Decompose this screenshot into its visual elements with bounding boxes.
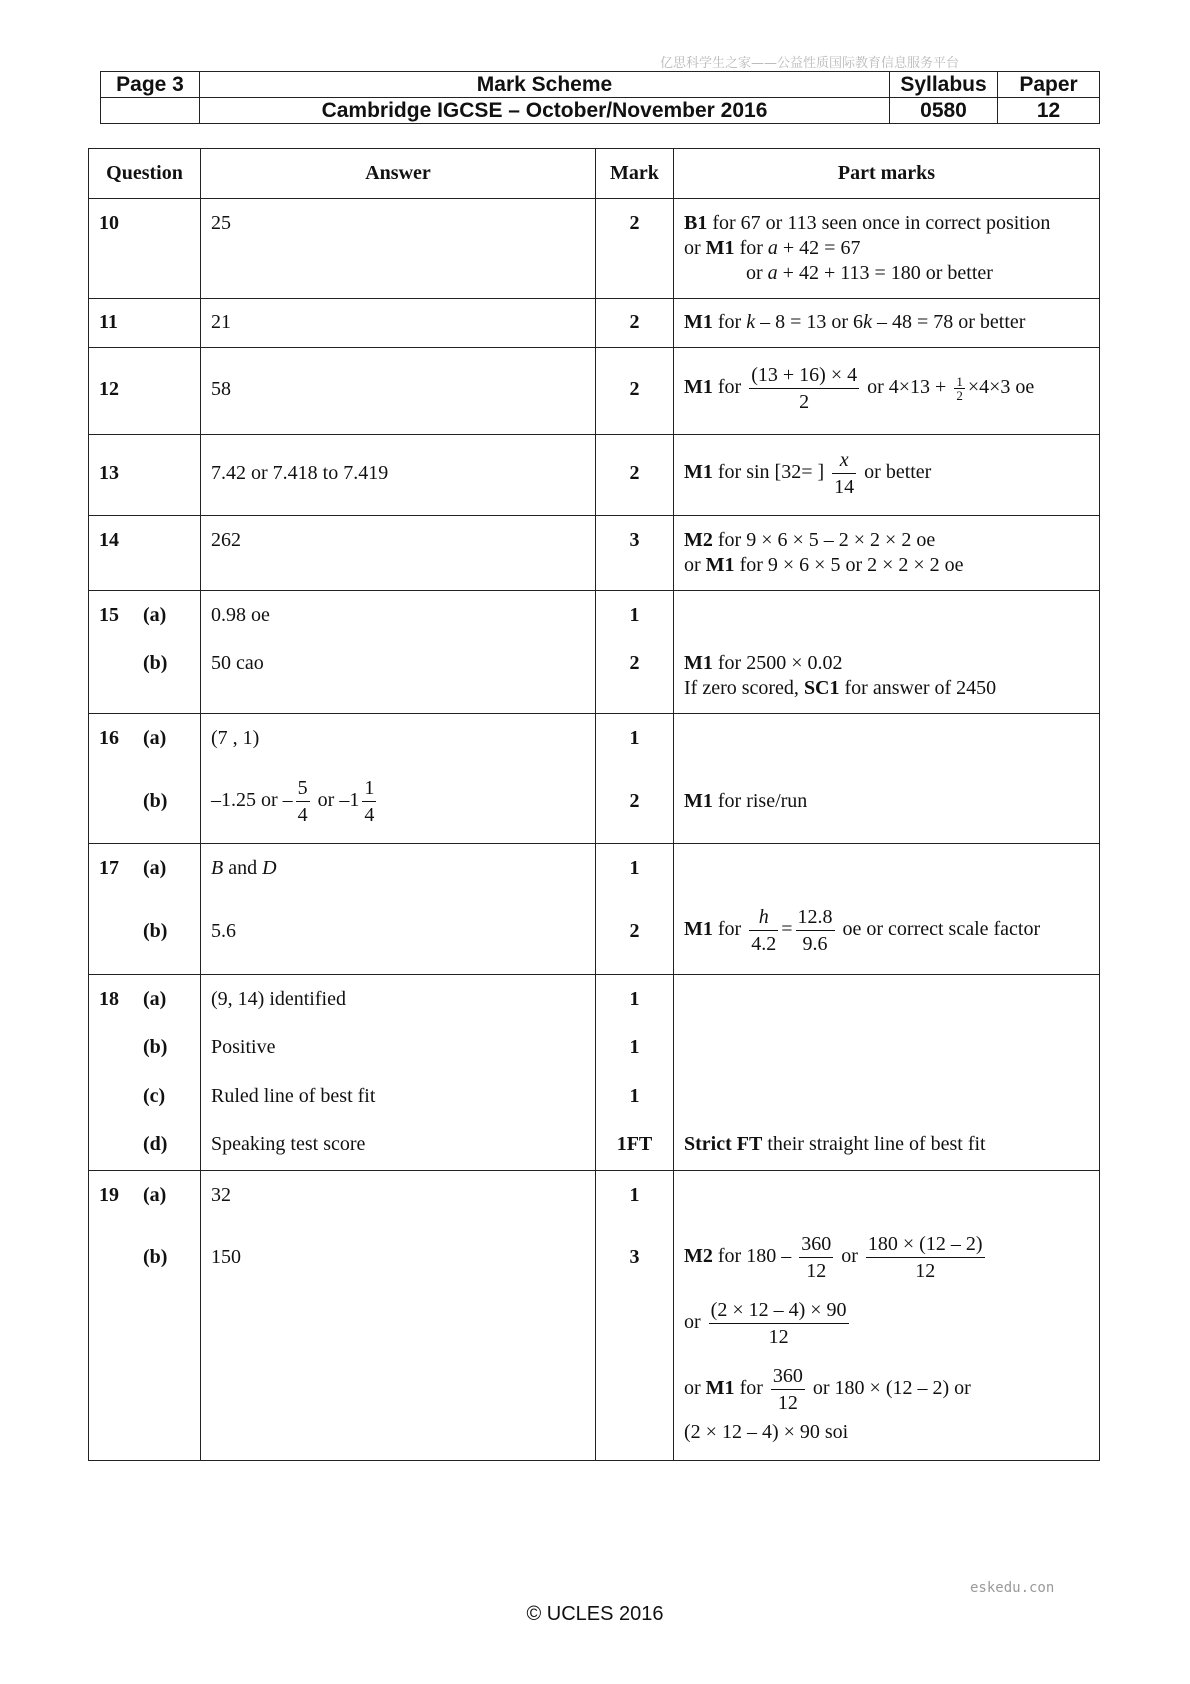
answer: 21 bbox=[211, 311, 231, 333]
document-subtitle: Cambridge IGCSE – October/November 2016 bbox=[200, 98, 890, 124]
question-number: 14 bbox=[99, 529, 119, 551]
answer: (9, 14) identified bbox=[211, 988, 346, 1010]
question-part: (a) bbox=[143, 727, 167, 749]
part-marks: M1 for $\frac{h}{4.2}$ = $\frac{12.8}{9.6}$ oe or correct scale factor bbox=[674, 844, 1100, 975]
answer: –1.25 or – $\frac{5}{4}$ or –1 $\frac{1}{4}$ bbox=[211, 777, 375, 826]
document-header bbox=[100, 71, 1100, 124]
question-number: 10 bbox=[99, 212, 119, 234]
header-blank bbox=[101, 98, 200, 124]
mark: 1 bbox=[629, 1036, 640, 1058]
table-row bbox=[89, 591, 1100, 714]
part-marks: M1 for sin [32= ] $\frac{x}{14}$ or better bbox=[674, 435, 1100, 516]
mark: 2 bbox=[629, 311, 640, 333]
mark: 1 bbox=[629, 988, 640, 1010]
question-part: (b) bbox=[143, 1036, 168, 1058]
table-row bbox=[89, 975, 1100, 1171]
table-row bbox=[89, 299, 1100, 348]
answer: 0.98 oe bbox=[211, 604, 270, 626]
answer: 32 bbox=[211, 1184, 231, 1206]
mark: 2 bbox=[629, 790, 640, 812]
question-part: (a) bbox=[143, 604, 167, 626]
mark: 2 bbox=[629, 920, 640, 942]
question-number: 19 bbox=[99, 1184, 119, 1206]
question-part: (a) bbox=[143, 988, 167, 1010]
syllabus-code: 0580 bbox=[890, 98, 998, 124]
mark: 1 bbox=[629, 1085, 640, 1107]
answer: Ruled line of best fit bbox=[211, 1085, 376, 1107]
mark: 2 bbox=[629, 462, 640, 484]
mark: 2 bbox=[629, 378, 640, 400]
mark: 2 bbox=[629, 212, 640, 234]
answer: Positive bbox=[211, 1036, 276, 1058]
answer: Speaking test score bbox=[211, 1133, 366, 1155]
answer: 150 bbox=[211, 1246, 241, 1268]
part-marks: B1 for 67 or 113 seen once in correct position or M1 for a + 42 = 67 or a + 42 + 113 = 180 or better bbox=[674, 199, 1100, 299]
mark: 1 bbox=[629, 604, 640, 626]
part-marks: M2 for 9 × 6 × 5 – 2 × 2 × 2 oe or M1 for 9 × 6 × 5 or 2 × 2 × 2 oe bbox=[674, 516, 1100, 591]
question-part: (b) bbox=[143, 920, 168, 942]
question-part: (b) bbox=[143, 1246, 168, 1268]
mark: 1 bbox=[629, 727, 640, 749]
paper-label: Paper bbox=[998, 72, 1100, 98]
watermark-text: 亿思科学生之家——公益性质国际教育信息服务平台 bbox=[660, 56, 960, 71]
question-number: 15 bbox=[99, 604, 119, 626]
question-part: (b) bbox=[143, 790, 168, 812]
question-part: (b) bbox=[143, 652, 168, 674]
watermark-url: eskedu.con bbox=[970, 1580, 1055, 1596]
table-row bbox=[89, 516, 1100, 591]
mark: 3 bbox=[629, 1246, 640, 1268]
table-row bbox=[89, 348, 1100, 435]
part-marks: M1 for 2500 × 0.02 If zero scored, SC1 for answer of 2450 bbox=[674, 591, 1100, 714]
table-row bbox=[89, 1171, 1100, 1461]
answer: 5.6 bbox=[211, 920, 236, 942]
question-number: 11 bbox=[99, 311, 118, 333]
part-marks: M2 for 180 – $\frac{360}{12}$ or $\frac{180 \times (12 - 2)}{12}$ or $\frac{(2 \times 12 - 4) \times 90}{12}$ or M1 for $\frac{360}{12}$ or 180 × (12 – 2) or (2 × 12 – 4) × 90 soi bbox=[674, 1171, 1100, 1461]
part-marks: M1 for $\frac{(13 + 16) \times 4}{2}$ or 4×13 + $\frac{1}{2}$ ×4×3 oe bbox=[674, 348, 1100, 435]
column-header-mark: Mark bbox=[596, 149, 674, 199]
column-header-question: Question bbox=[89, 149, 201, 199]
answer: 58 bbox=[211, 378, 231, 400]
question-part: (d) bbox=[143, 1133, 168, 1155]
mark: 2 bbox=[629, 652, 640, 674]
mark-scheme-table bbox=[88, 148, 1100, 1461]
answer: 50 cao bbox=[211, 652, 264, 674]
question-part: (a) bbox=[143, 1184, 167, 1206]
mark: 3 bbox=[629, 529, 640, 551]
column-header-part-marks: Part marks bbox=[674, 149, 1100, 199]
part-marks: M1 for rise/run bbox=[674, 714, 1100, 844]
question-number: 13 bbox=[99, 462, 119, 484]
answer: B and D bbox=[211, 857, 277, 879]
table-row bbox=[89, 844, 1100, 975]
table-row bbox=[89, 714, 1100, 844]
part-marks: M1 for k – 8 = 13 or 6k – 48 = 78 or better bbox=[674, 299, 1100, 348]
question-number: 17 bbox=[99, 857, 119, 879]
paper-number: 12 bbox=[998, 98, 1100, 124]
answer: 262 bbox=[211, 529, 241, 551]
question-number: 12 bbox=[99, 378, 119, 400]
mark: 1 bbox=[629, 857, 640, 879]
question-number: 16 bbox=[99, 727, 119, 749]
answer: 7.42 or 7.418 to 7.419 bbox=[211, 462, 389, 484]
copyright-footer: © UCLES 2016 bbox=[526, 1603, 664, 1625]
question-part: (a) bbox=[143, 857, 167, 879]
table-row bbox=[89, 199, 1100, 299]
syllabus-label: Syllabus bbox=[890, 72, 998, 98]
part-marks: Strict FT their straight line of best fit bbox=[674, 975, 1100, 1171]
answer: (7 , 1) bbox=[211, 727, 260, 749]
column-header-answer: Answer bbox=[201, 149, 596, 199]
table-row bbox=[89, 435, 1100, 516]
question-part: (c) bbox=[143, 1085, 166, 1107]
document-title: Mark Scheme bbox=[200, 72, 890, 98]
answer: 25 bbox=[211, 212, 231, 234]
page-number: Page 3 bbox=[101, 72, 200, 98]
mark: 1 bbox=[629, 1184, 640, 1206]
mark: 1FT bbox=[616, 1133, 653, 1155]
question-number: 18 bbox=[99, 988, 119, 1010]
